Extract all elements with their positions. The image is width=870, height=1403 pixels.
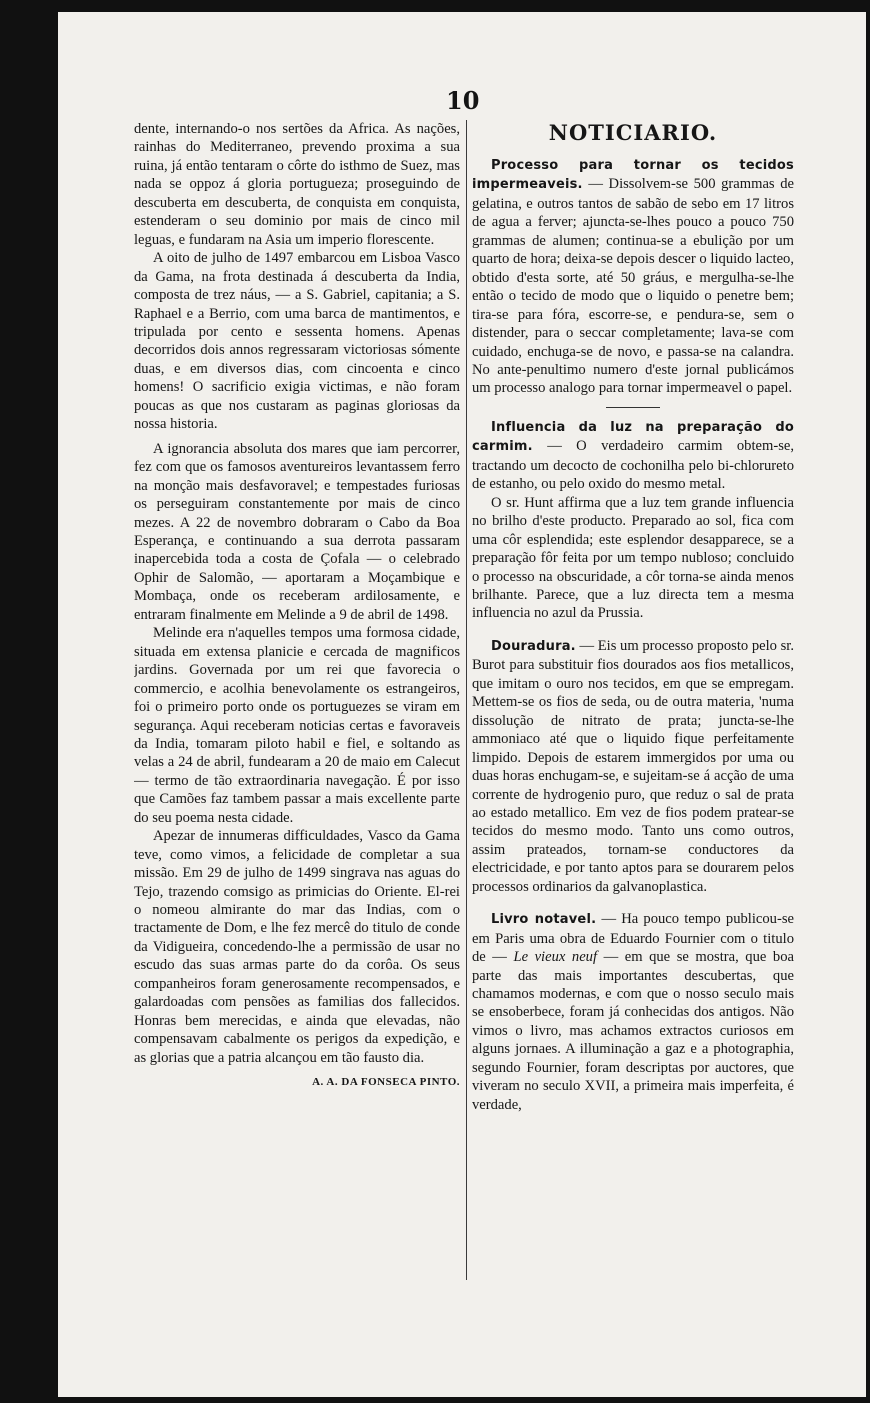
separator-rule <box>606 407 660 408</box>
article-body: — Eis um processo proposto pelo sr. Burot para substituir fios dourados aos fios metallicos, que imitam o ouro nos tecidos, em que se empregam. Mettem-se os fios de seda, ou de outra materia, 'numa dissolução de nitrato de prata; juncta-se-lhe ammoniaco até que o liquido fique perfeitamente limpido. Depois de estarem immergidos por uma ou duas horas enchugam-se, e sujeitam-se á acção de uma corrente de hydrogenio puro, que reduz o sal de prata ao estado metallico. Em vez de fios podem pratear-se tecidos do mesmo modo. Tanto uns como outros, assim prateados, tornam-se conductores da electricidade, e por tanto aptos para se dourarem pelos processos ordinarios da galvanoplastica. <box>472 637 794 895</box>
article-gilding <box>472 637 794 896</box>
paragraph: A ignorancia absoluta dos mares que iam percorrer, fez com que os famosos aventureiros levantassem ferro na monção mais desfavoravel; e tempestades furiosas os perseguiram constantemente por mais de cinco mezes. A 22 de novembro dobraram o Cabo da Boa Esperança, e continuando a sua derrota passaram inapercebida toda a costa de Çofala — o celebrado Ophir de Salomão, — aportaram a Moçambique e Mombaça, onde os receberam ardilosamente, e entraram finalmente em Melinde a 9 de abril de 1498. <box>134 440 460 623</box>
book-title: Le vieux neuf <box>513 949 598 966</box>
article-carmine <box>472 418 794 494</box>
article-title: Processo para tornar os tecidos impermeaveis. <box>472 158 794 193</box>
article-notable-book <box>472 910 794 1114</box>
author-signature: A. A. DA FONSECA PINTO. <box>312 1076 460 1089</box>
spacer <box>472 896 794 910</box>
right-column <box>472 120 794 1280</box>
column-divider <box>466 120 467 1280</box>
article-title: Douradura. <box>490 638 576 654</box>
spacer <box>472 623 794 637</box>
article-waterproofing <box>472 156 794 398</box>
article-body: — O verdadeiro carmim obtem-se, tractando um decocto de cochonilha pelo bi-chlorureto de estanho, ou pelo oxido do mesmo metal. <box>472 438 794 493</box>
paragraph: Melinde era n'aquelles tempos uma formosa cidade, situada em extensa planicie e cercada de magnificos jardins. Governada por um rei que favorecia o commercio, e acolhia benevolamente os estrangeiros, foi o primeiro porto onde os portuguezes se viram em segurança. Aqui receberam noticias certas e favoraveis da India, tomaram piloto habil e fiel, e soltando as velas a 24 de abril, fundearam a 20 de maio em Calecut — termo de tão extraordinaria navegação. É por isso que Camões faz tambem passar a mais excellente parte do seu poema nesta cidade. <box>134 625 460 826</box>
article-paragraph: O sr. Hunt affirma que a luz tem grande influencia no brilho d'este producto. Preparado ao sol, fica com uma côr esplendida; este esplendor desapparece, se a preparação fôr feita por um tempo nubloso; concluido o processo na obscuridade, a côr torna-se ainda menos brilhante. Parece, que a luz directa tem a mesma influencia no azul da Prussia. <box>472 494 794 622</box>
paragraph: dente, internando-o nos sertões da Africa. As nações, rainhas do Mediterraneo, prevendo proxima a sua ruina, já então tentaram o côrte do isthmo de Suez, mas nada se oppoz á gloria portugueza; proseguindo de descuberta em descuberta, de conquista em conquista, estenderam o seu dominio por mais de cinco mil leguas, e fundaram na Asia um imperio florescente. <box>134 121 460 248</box>
article-title: Livro notavel. <box>490 912 597 928</box>
left-column <box>134 120 460 1280</box>
paragraph: A oito de julho de 1497 embarcou em Lisboa Vasco da Gama, na frota destinada á descuberta da India, composta de trez náus, — a S. Gabriel, capitania; a S. Raphael e a Berrio, com uma barca de mantimentos, e tripulada por cento e sessenta homens. Apenas decorridos dois annos regressaram victoriosas sómente duas, e em diversos dias, com cincoenta e cinco homens! O sacrificio exigia victimas, e não foram poucas as que nos custaram as paginas gloriosas da nossa historia. <box>134 250 460 433</box>
page-number: 10 <box>446 86 480 115</box>
article-body: — Ha pouco tempo publicou-se em Paris uma obra de Eduardo Fournier com o titulo de — <box>472 911 794 966</box>
section-heading: NOTICIARIO. <box>548 120 718 145</box>
article-body: — em que se mostra, que boa parte das mais importantes descubertas, que chamamos modernas, e com que o nosso seculo mais se ensoberbece, foram já conhecidas dos antigos. Não vimos o livro, mas achamos extractos curiosos em alguns jornaes. A illuminação a gaz e a photographia, segundo Fournier, foram descriptas por auctores, que viveram no seculo XVII, a primeira mais imperfeita, é verdade, <box>472 949 794 1113</box>
article-body: — Dissolvem-se 500 grammas de gelatina, e outros tantos de sabão de sebo em 17 litros de agua a ferver; ajuncta-se-lhes pouco a pouco 750 grammas de alumen; continua-se a ebulição por um quarto de hora; deixa-se depois descer o liquido lacteo, obtido d'esta sorte, até 50 gráus, e mergulha-se-lhe então o tecido de modo que o liquido o penetre bem; tira-se para fóra, escorre-se, e pendura-se, sem o distender, para o seccar completamente; lava-se com cuidado, enchuga-se de novo, e passa-se na calandra. No ante-penultimo numero d'este jornal publicámos um processo analogo para tornar impermeavel o papel. <box>472 176 794 397</box>
paragraph: Apezar de innumeras difficuldades, Vasco da Gama teve, como vimos, a felicidade de completar a sua missão. Em 29 de julho de 1499 singrava nas aguas do Tejo, trazendo comsigo as primicias do Oriente. El-rei o nomeou almirante do mar das Indias, com o tractamente de Dom, e lhe fez mercê do titulo de conde da Vidigueira, concedendo-lhe a permissão de usar no escudo das suas armas parte do da corôa. Os seus companheiros foram generosamente recompensados, e galardoadas com pensões as familias dos fallecidos. Honras bem merecidas, e ainda que elevadas, não compensavam cabalmente os perigos da expedição, e as glorias que a patria alcançou em tão fausto dia. <box>134 828 460 1066</box>
article-title: Influencia da luz na preparação do carmim. <box>472 419 794 455</box>
